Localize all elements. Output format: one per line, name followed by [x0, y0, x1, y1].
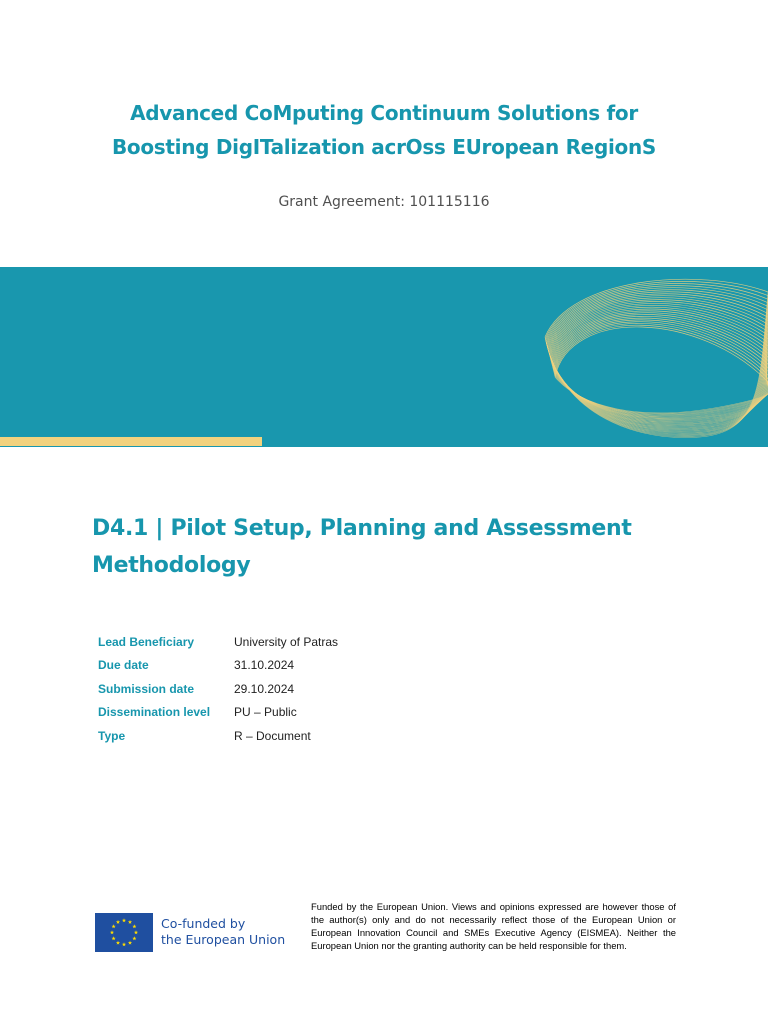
eu-flag-icon: [95, 913, 153, 952]
title-line-2: Boosting DigITalization acrOss EUropean RegionS: [111, 135, 657, 159]
gold-accent-bar: [0, 437, 262, 446]
metadata-row: [98, 701, 338, 725]
metadata-label: Due date: [98, 658, 149, 673]
document-title: [0, 96, 768, 164]
metadata-value: PU – Public: [234, 705, 297, 720]
title-line-1: Advanced CoMputing Continuum Solutions for: [130, 101, 638, 125]
metadata-value: 29.10.2024: [234, 681, 295, 696]
metadata-row: [98, 630, 338, 654]
co-funded-label: [161, 916, 285, 948]
metadata-row: [98, 654, 338, 678]
metadata-row: [98, 724, 338, 748]
metadata-label: Type: [98, 728, 126, 743]
metadata-value: 31.10.2024: [234, 658, 295, 673]
deliverable-title-line-1: D4.1 | Pilot Setup, Planning and Assessment: [92, 516, 632, 541]
metadata-label: Dissemination level: [98, 705, 211, 720]
metadata-value: University of Patras: [234, 634, 339, 649]
deliverable-title-line-2: Methodology: [92, 553, 251, 578]
co-funded-line-1: Co-funded by: [161, 916, 246, 931]
metadata-value: R – Document: [234, 728, 311, 743]
grant-agreement: Grant Agreement: 101115116: [278, 194, 490, 210]
metadata-row: [98, 677, 338, 701]
metadata-label: Submission date: [98, 681, 195, 696]
deliverable-title: [92, 510, 692, 584]
metadata-table: [98, 630, 338, 748]
funding-disclaimer: Funded by the European Union. Views and opinions expressed are however those of the author(s) only and do not necessarily reflect those of the European Union or European Innovation Council and SMEs Executive Agency (EISMEA). Neither the European Union nor the granting authority can be held responsible for them.: [311, 901, 676, 951]
wave-mesh-graphic: [0, 267, 768, 447]
metadata-label: Lead Beneficiary: [98, 634, 195, 649]
cover-banner: [0, 267, 768, 447]
co-funded-line-2: the European Union: [161, 932, 286, 947]
